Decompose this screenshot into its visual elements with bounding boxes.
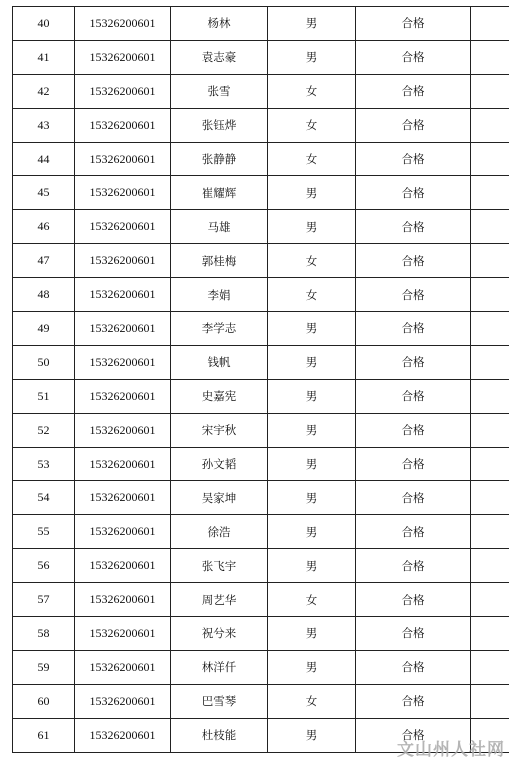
cell-remarks [471, 210, 509, 244]
cell-id: 15326200601 [75, 210, 171, 244]
cell-result: 合格 [356, 583, 471, 617]
table-row [13, 7, 509, 41]
cell-gender: 女 [268, 142, 356, 176]
cell-remarks [471, 40, 509, 74]
results-table [12, 6, 509, 753]
table-row [13, 650, 509, 684]
site-watermark: 文山州人社网 [397, 740, 505, 760]
cell-gender: 男 [268, 481, 356, 515]
cell-number: 42 [13, 74, 75, 108]
cell-result: 合格 [356, 108, 471, 142]
table-row [13, 312, 509, 346]
cell-name: 袁志豪 [171, 40, 268, 74]
cell-remarks [471, 583, 509, 617]
cell-gender: 男 [268, 379, 356, 413]
table-row [13, 74, 509, 108]
cell-gender: 男 [268, 718, 356, 752]
table-row [13, 583, 509, 617]
cell-result: 合格 [356, 481, 471, 515]
cell-remarks [471, 244, 509, 278]
cell-name: 李学志 [171, 312, 268, 346]
cell-id: 15326200601 [75, 583, 171, 617]
cell-name: 祝兮来 [171, 617, 268, 651]
cell-result: 合格 [356, 312, 471, 346]
cell-remarks [471, 447, 509, 481]
table-row [13, 379, 509, 413]
cell-gender: 男 [268, 650, 356, 684]
table-row [13, 142, 509, 176]
results-table-body [13, 7, 509, 753]
table-row [13, 515, 509, 549]
cell-gender: 男 [268, 210, 356, 244]
cell-gender: 女 [268, 684, 356, 718]
cell-number: 53 [13, 447, 75, 481]
cell-gender: 男 [268, 345, 356, 379]
cell-name: 张静静 [171, 142, 268, 176]
cell-id: 15326200601 [75, 7, 171, 41]
cell-gender: 男 [268, 176, 356, 210]
table-row [13, 549, 509, 583]
cell-number: 48 [13, 278, 75, 312]
cell-result: 合格 [356, 7, 471, 41]
cell-number: 47 [13, 244, 75, 278]
cell-remarks [471, 379, 509, 413]
cell-id: 15326200601 [75, 549, 171, 583]
cell-id: 15326200601 [75, 413, 171, 447]
table-row [13, 684, 509, 718]
cell-remarks [471, 74, 509, 108]
cell-number: 40 [13, 7, 75, 41]
cell-remarks [471, 650, 509, 684]
cell-result: 合格 [356, 617, 471, 651]
cell-gender: 男 [268, 447, 356, 481]
cell-gender: 男 [268, 40, 356, 74]
cell-result: 合格 [356, 345, 471, 379]
cell-id: 15326200601 [75, 312, 171, 346]
cell-result: 合格 [356, 210, 471, 244]
cell-gender: 男 [268, 7, 356, 41]
cell-number: 57 [13, 583, 75, 617]
cell-number: 55 [13, 515, 75, 549]
table-row [13, 176, 509, 210]
cell-id: 15326200601 [75, 447, 171, 481]
cell-result: 合格 [356, 447, 471, 481]
cell-gender: 女 [268, 74, 356, 108]
cell-remarks [471, 617, 509, 651]
cell-name: 崔耀辉 [171, 176, 268, 210]
cell-id: 15326200601 [75, 278, 171, 312]
cell-gender: 女 [268, 583, 356, 617]
cell-id: 15326200601 [75, 684, 171, 718]
cell-remarks [471, 7, 509, 41]
table-row [13, 278, 509, 312]
cell-remarks [471, 684, 509, 718]
cell-id: 15326200601 [75, 40, 171, 74]
cell-id: 15326200601 [75, 108, 171, 142]
cell-result: 合格 [356, 379, 471, 413]
cell-name: 林洋仟 [171, 650, 268, 684]
cell-name: 郭桂梅 [171, 244, 268, 278]
cell-id: 15326200601 [75, 718, 171, 752]
cell-gender: 男 [268, 515, 356, 549]
cell-id: 15326200601 [75, 74, 171, 108]
cell-result: 合格 [356, 278, 471, 312]
cell-number: 46 [13, 210, 75, 244]
cell-remarks [471, 312, 509, 346]
table-row [13, 40, 509, 74]
cell-id: 15326200601 [75, 481, 171, 515]
cell-number: 51 [13, 379, 75, 413]
cell-id: 15326200601 [75, 515, 171, 549]
cell-result: 合格 [356, 176, 471, 210]
cell-gender: 女 [268, 278, 356, 312]
cell-number: 50 [13, 345, 75, 379]
cell-name: 张雪 [171, 74, 268, 108]
cell-number: 58 [13, 617, 75, 651]
cell-gender: 男 [268, 549, 356, 583]
cell-name: 杜枝能 [171, 718, 268, 752]
cell-id: 15326200601 [75, 650, 171, 684]
table-row [13, 244, 509, 278]
cell-name: 史嘉宪 [171, 379, 268, 413]
cell-name: 张钰烨 [171, 108, 268, 142]
cell-name: 巴雪琴 [171, 684, 268, 718]
cell-number: 52 [13, 413, 75, 447]
cell-number: 59 [13, 650, 75, 684]
cell-remarks [471, 481, 509, 515]
cell-remarks [471, 278, 509, 312]
table-row [13, 481, 509, 515]
cell-id: 15326200601 [75, 142, 171, 176]
table-row [13, 345, 509, 379]
cell-number: 49 [13, 312, 75, 346]
cell-number: 44 [13, 142, 75, 176]
cell-name: 钱帆 [171, 345, 268, 379]
cell-result: 合格 [356, 684, 471, 718]
cell-id: 15326200601 [75, 345, 171, 379]
cell-remarks [471, 515, 509, 549]
cell-id: 15326200601 [75, 617, 171, 651]
cell-number: 54 [13, 481, 75, 515]
cell-result: 合格 [356, 244, 471, 278]
cell-id: 15326200601 [75, 244, 171, 278]
table-row [13, 210, 509, 244]
cell-remarks [471, 142, 509, 176]
table-row [13, 108, 509, 142]
cell-name: 孙文韬 [171, 447, 268, 481]
table-row [13, 413, 509, 447]
cell-gender: 女 [268, 244, 356, 278]
cell-number: 56 [13, 549, 75, 583]
cell-number: 60 [13, 684, 75, 718]
cell-result: 合格 [356, 40, 471, 74]
cell-result: 合格 [356, 718, 471, 752]
cell-name: 李娟 [171, 278, 268, 312]
cell-result: 合格 [356, 650, 471, 684]
cell-result: 合格 [356, 549, 471, 583]
cell-number: 41 [13, 40, 75, 74]
cell-result: 合格 [356, 142, 471, 176]
cell-remarks [471, 549, 509, 583]
cell-name: 杨林 [171, 7, 268, 41]
cell-number: 45 [13, 176, 75, 210]
cell-remarks [471, 108, 509, 142]
cell-remarks [471, 345, 509, 379]
cell-remarks [471, 413, 509, 447]
cell-name: 宋宇秋 [171, 413, 268, 447]
cell-id: 15326200601 [75, 379, 171, 413]
cell-result: 合格 [356, 515, 471, 549]
cell-gender: 男 [268, 617, 356, 651]
cell-id: 15326200601 [75, 176, 171, 210]
cell-number: 43 [13, 108, 75, 142]
cell-gender: 女 [268, 108, 356, 142]
table-row [13, 447, 509, 481]
cell-remarks [471, 176, 509, 210]
cell-result: 合格 [356, 413, 471, 447]
cell-result: 合格 [356, 74, 471, 108]
cell-name: 马雄 [171, 210, 268, 244]
cell-name: 徐浩 [171, 515, 268, 549]
cell-name: 吴家坤 [171, 481, 268, 515]
table-row [13, 617, 509, 651]
cell-number: 61 [13, 718, 75, 752]
results-table-container [12, 6, 492, 753]
cell-gender: 男 [268, 413, 356, 447]
cell-name: 张飞宇 [171, 549, 268, 583]
cell-name: 周艺华 [171, 583, 268, 617]
cell-gender: 男 [268, 312, 356, 346]
